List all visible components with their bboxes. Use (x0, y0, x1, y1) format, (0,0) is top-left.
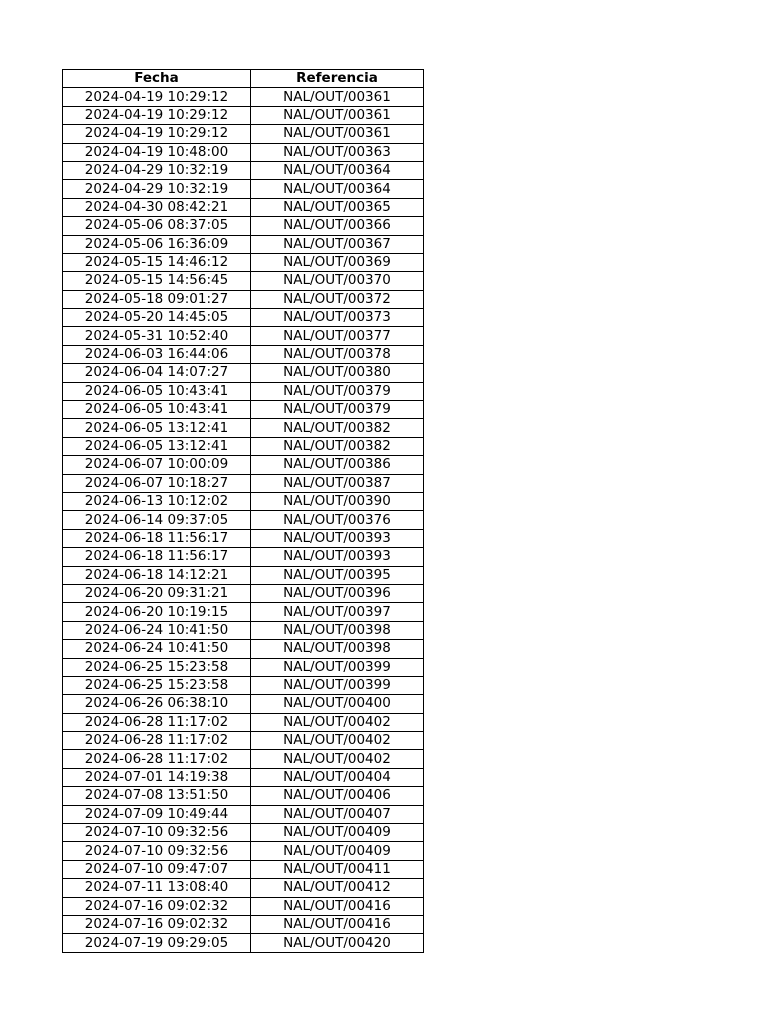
table-row (63, 345, 424, 363)
referencia-cell: NAL/OUT/00400 (251, 695, 424, 713)
referencia-cell: NAL/OUT/00409 (251, 824, 424, 842)
fecha-cell: 2024-06-13 10:12:02 (63, 492, 251, 510)
fecha-cell: 2024-06-28 11:17:02 (63, 750, 251, 768)
column-header-referencia: Referencia (251, 70, 424, 88)
table-row (63, 713, 424, 731)
table-row (63, 235, 424, 253)
referencia-cell: NAL/OUT/00416 (251, 915, 424, 933)
table-row (63, 768, 424, 786)
fecha-cell: 2024-04-19 10:29:12 (63, 125, 251, 143)
table-row (63, 143, 424, 161)
fecha-cell: 2024-06-20 10:19:15 (63, 603, 251, 621)
referencia-cell: NAL/OUT/00379 (251, 401, 424, 419)
referencia-cell: NAL/OUT/00370 (251, 272, 424, 290)
referencia-cell: NAL/OUT/00382 (251, 419, 424, 437)
fecha-cell: 2024-06-18 11:56:17 (63, 529, 251, 547)
referencia-cell: NAL/OUT/00397 (251, 603, 424, 621)
table-row (63, 474, 424, 492)
fecha-cell: 2024-06-20 09:31:21 (63, 584, 251, 602)
fecha-cell: 2024-06-07 10:18:27 (63, 474, 251, 492)
referencia-cell: NAL/OUT/00364 (251, 161, 424, 179)
table-row (63, 695, 424, 713)
fecha-cell: 2024-04-19 10:29:12 (63, 106, 251, 124)
referencia-cell: NAL/OUT/00363 (251, 143, 424, 161)
referencia-cell: NAL/OUT/00377 (251, 327, 424, 345)
table-row (63, 566, 424, 584)
fecha-cell: 2024-06-05 13:12:41 (63, 437, 251, 455)
fecha-cell: 2024-06-03 16:44:06 (63, 345, 251, 363)
table-row (63, 419, 424, 437)
fecha-cell: 2024-06-05 10:43:41 (63, 401, 251, 419)
table-row (63, 824, 424, 842)
fecha-cell: 2024-07-10 09:47:07 (63, 860, 251, 878)
referencia-cell: NAL/OUT/00398 (251, 621, 424, 639)
referencia-cell: NAL/OUT/00365 (251, 198, 424, 216)
referencia-cell: NAL/OUT/00376 (251, 511, 424, 529)
table-row (63, 842, 424, 860)
fecha-cell: 2024-07-19 09:29:05 (63, 934, 251, 952)
table-row (63, 198, 424, 216)
fecha-cell: 2024-04-30 08:42:21 (63, 198, 251, 216)
table-row (63, 106, 424, 124)
fecha-cell: 2024-05-15 14:56:45 (63, 272, 251, 290)
table-row (63, 676, 424, 694)
table-row (63, 750, 424, 768)
table-row (63, 217, 424, 235)
fecha-cell: 2024-06-28 11:17:02 (63, 732, 251, 750)
table-row (63, 732, 424, 750)
table-row (63, 309, 424, 327)
fecha-cell: 2024-05-18 09:01:27 (63, 290, 251, 308)
referencia-cell: NAL/OUT/00395 (251, 566, 424, 584)
fecha-cell: 2024-04-29 10:32:19 (63, 161, 251, 179)
referencia-cell: NAL/OUT/00411 (251, 860, 424, 878)
records-table (62, 69, 424, 953)
fecha-cell: 2024-06-07 10:00:09 (63, 456, 251, 474)
table-row (63, 603, 424, 621)
referencia-cell: NAL/OUT/00361 (251, 125, 424, 143)
referencia-cell: NAL/OUT/00402 (251, 750, 424, 768)
table-row (63, 934, 424, 952)
referencia-cell: NAL/OUT/00366 (251, 217, 424, 235)
table-row (63, 621, 424, 639)
table-row (63, 88, 424, 106)
table-row (63, 290, 424, 308)
referencia-cell: NAL/OUT/00406 (251, 787, 424, 805)
table-row (63, 437, 424, 455)
column-header-fecha: Fecha (63, 70, 251, 88)
table-row (63, 511, 424, 529)
fecha-cell: 2024-06-04 14:07:27 (63, 364, 251, 382)
table-row (63, 161, 424, 179)
fecha-cell: 2024-05-06 08:37:05 (63, 217, 251, 235)
header-row (63, 70, 424, 88)
fecha-cell: 2024-06-24 10:41:50 (63, 621, 251, 639)
referencia-cell: NAL/OUT/00369 (251, 253, 424, 271)
fecha-cell: 2024-06-26 06:38:10 (63, 695, 251, 713)
referencia-cell: NAL/OUT/00373 (251, 309, 424, 327)
referencia-cell: NAL/OUT/00393 (251, 548, 424, 566)
referencia-cell: NAL/OUT/00399 (251, 676, 424, 694)
referencia-cell: NAL/OUT/00378 (251, 345, 424, 363)
fecha-cell: 2024-06-25 15:23:58 (63, 658, 251, 676)
table-row (63, 879, 424, 897)
referencia-cell: NAL/OUT/00380 (251, 364, 424, 382)
referencia-cell: NAL/OUT/00420 (251, 934, 424, 952)
referencia-cell: NAL/OUT/00387 (251, 474, 424, 492)
table-row (63, 125, 424, 143)
referencia-cell: NAL/OUT/00364 (251, 180, 424, 198)
table-row (63, 548, 424, 566)
table-row (63, 492, 424, 510)
fecha-cell: 2024-05-15 14:46:12 (63, 253, 251, 271)
table-row (63, 401, 424, 419)
fecha-cell: 2024-05-31 10:52:40 (63, 327, 251, 345)
referencia-cell: NAL/OUT/00412 (251, 879, 424, 897)
fecha-cell: 2024-06-28 11:17:02 (63, 713, 251, 731)
fecha-cell: 2024-06-14 09:37:05 (63, 511, 251, 529)
referencia-cell: NAL/OUT/00409 (251, 842, 424, 860)
referencia-cell: NAL/OUT/00402 (251, 713, 424, 731)
fecha-cell: 2024-05-20 14:45:05 (63, 309, 251, 327)
fecha-cell: 2024-07-01 14:19:38 (63, 768, 251, 786)
table-row (63, 915, 424, 933)
referencia-cell: NAL/OUT/00361 (251, 88, 424, 106)
table-body (63, 88, 424, 952)
fecha-cell: 2024-07-16 09:02:32 (63, 897, 251, 915)
table-row (63, 180, 424, 198)
table-row (63, 787, 424, 805)
fecha-cell: 2024-07-08 13:51:50 (63, 787, 251, 805)
referencia-cell: NAL/OUT/00402 (251, 732, 424, 750)
fecha-cell: 2024-07-16 09:02:32 (63, 915, 251, 933)
table-row (63, 640, 424, 658)
fecha-cell: 2024-04-19 10:29:12 (63, 88, 251, 106)
referencia-cell: NAL/OUT/00404 (251, 768, 424, 786)
fecha-cell: 2024-04-29 10:32:19 (63, 180, 251, 198)
table-row (63, 456, 424, 474)
referencia-cell: NAL/OUT/00382 (251, 437, 424, 455)
table-row (63, 364, 424, 382)
referencia-cell: NAL/OUT/00407 (251, 805, 424, 823)
referencia-cell: NAL/OUT/00398 (251, 640, 424, 658)
table-row (63, 897, 424, 915)
table-row (63, 658, 424, 676)
referencia-cell: NAL/OUT/00379 (251, 382, 424, 400)
referencia-cell: NAL/OUT/00396 (251, 584, 424, 602)
fecha-cell: 2024-06-05 13:12:41 (63, 419, 251, 437)
fecha-cell: 2024-07-10 09:32:56 (63, 824, 251, 842)
fecha-cell: 2024-06-24 10:41:50 (63, 640, 251, 658)
fecha-cell: 2024-06-05 10:43:41 (63, 382, 251, 400)
referencia-cell: NAL/OUT/00367 (251, 235, 424, 253)
fecha-cell: 2024-07-10 09:32:56 (63, 842, 251, 860)
table-row (63, 805, 424, 823)
referencia-cell: NAL/OUT/00372 (251, 290, 424, 308)
referencia-cell: NAL/OUT/00361 (251, 106, 424, 124)
fecha-cell: 2024-06-18 11:56:17 (63, 548, 251, 566)
table-row (63, 253, 424, 271)
referencia-cell: NAL/OUT/00416 (251, 897, 424, 915)
table-row (63, 860, 424, 878)
referencia-cell: NAL/OUT/00393 (251, 529, 424, 547)
table-row (63, 584, 424, 602)
fecha-cell: 2024-05-06 16:36:09 (63, 235, 251, 253)
table-row (63, 272, 424, 290)
table-row (63, 382, 424, 400)
table-row (63, 529, 424, 547)
fecha-cell: 2024-07-09 10:49:44 (63, 805, 251, 823)
fecha-cell: 2024-06-25 15:23:58 (63, 676, 251, 694)
referencia-cell: NAL/OUT/00390 (251, 492, 424, 510)
fecha-cell: 2024-06-18 14:12:21 (63, 566, 251, 584)
referencia-cell: NAL/OUT/00386 (251, 456, 424, 474)
referencia-cell: NAL/OUT/00399 (251, 658, 424, 676)
fecha-cell: 2024-04-19 10:48:00 (63, 143, 251, 161)
table-row (63, 327, 424, 345)
fecha-cell: 2024-07-11 13:08:40 (63, 879, 251, 897)
